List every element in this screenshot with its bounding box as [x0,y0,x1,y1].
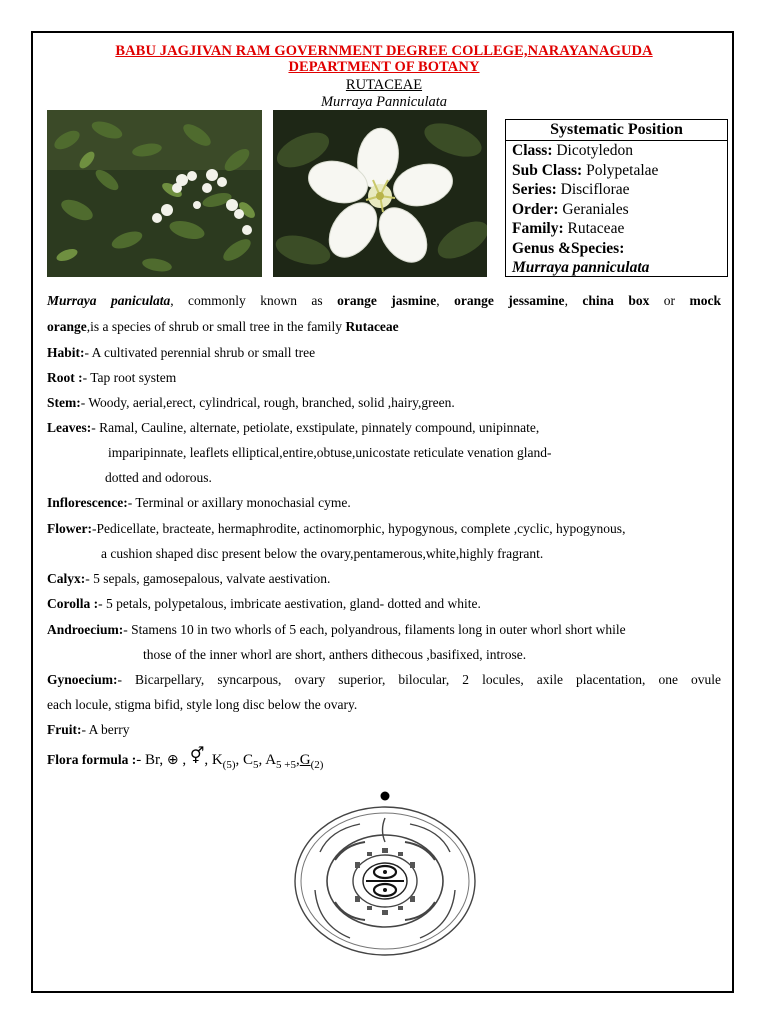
department-title: DEPARTMENT OF BOTANY [288,59,480,75]
family-title: RUTACEAE [345,77,423,93]
fruit-line: Fruit:- A berry [47,722,130,737]
floral-diagram [290,790,480,965]
actinomorphic-symbol: ⊕ [166,752,179,768]
flower-line-1: Flower:-Pedicellate, bracteate, hermaphrodite, actinomorphic, hypogynous, complete ,cyclic, hypogynous, [47,521,626,536]
corolla-line: Corolla :- 5 petals, polypetalous, imbricate aestivation, gland- dotted and white. [47,596,481,611]
college-title: BABU JAGJIVAN RAM GOVERNMENT DEGREE COLLEGE,NARAYANAGUDA [115,43,653,59]
family-row: Family: Rutaceae [512,220,625,237]
androecium-line-1: Androecium:- Stamens 10 in two whorls of 5 each, polyandrous, filaments long in outer whorl short while [47,622,626,637]
habit-line: Habit:- A cultivated perennial shrub or small tree [47,345,316,360]
genus-species-row: Genus &Species: [512,239,625,257]
leaves-line-3: dotted and odorous. [105,470,212,485]
flower-line-2: a cushion shaped disc present below the ovary,pentamerous,white,highly fragrant. [101,546,544,561]
subclass-row: Sub Class: Polypetalae [512,161,659,179]
floral-formula-line: Flora formula :- Br, ⊕ , ⚥, $K_{(5)}$, $C_5$, $A_{5 +5},G_{(2)}$ [47,746,324,771]
androecium-line-2: those of the inner whorl are short, anthers dithecous ,basifixed, introse. [143,647,527,662]
order-row: Order: Geraniales [512,200,629,218]
species-title: Murraya Panniculata [320,94,448,110]
gynoecium-line-1: Gynoecium:- Bicarpellary, syncarpous, ovary superior, bilocular, 2 locules, axile placentation, one ovule [47,672,721,687]
stem-line: Stem:- Woody, aerial,erect, cylindrical, rough, branched, solid ,hairy,green. [47,395,455,410]
intro-line-2: orange,is a species of shrub or small tree in the family Rutaceae [47,319,399,334]
systematic-position-title: Systematic Position [506,120,727,141]
gynoecium-line-2: each locule, stigma bifid, style long disc below the ovary. [47,697,358,712]
leaves-line-1: Leaves:- Ramal, Cauline, alternate, petiolate, exstipulate, pinnately compound, unipinnate, [47,420,540,435]
inflorescence-line: Inflorescence:- Terminal or axillary monochasial cyme. [47,495,351,510]
shrub-photo [47,110,262,277]
bisexual-symbol: ⚥ [189,746,205,765]
class-row: Class: Dicotyledon [512,142,633,159]
systematic-position-table [505,119,728,277]
leaves-line-2: imparipinnate, leaflets elliptical,entire,obtuse,unicostate reticulate venation gland- [108,445,552,460]
calyx-line: Calyx:- 5 sepals, gamosepalous, valvate aestivation. [47,571,331,586]
flower-photo [273,110,487,277]
intro-line-1: Murraya paniculata, commonly known as orange jasmine, orange jessamine, china box or mock [47,293,721,308]
species-name-row: Murraya panniculata [512,259,650,276]
root-line: Root :- Tap root system [47,370,177,385]
series-row: Series: Disciflorae [512,181,630,198]
